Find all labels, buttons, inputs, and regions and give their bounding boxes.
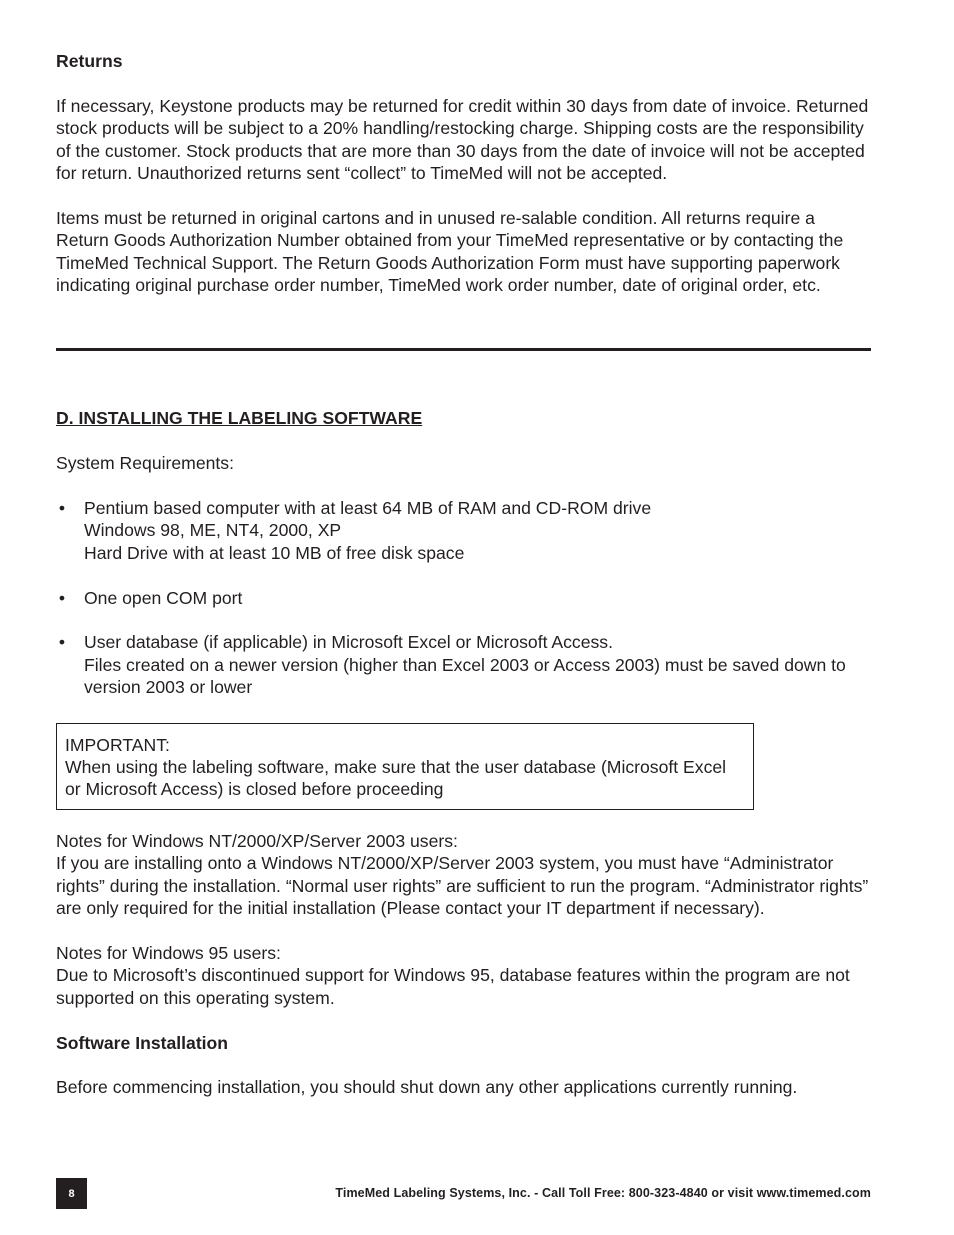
- returns-paragraph-2: Items must be returned in original cartons and in unused re-salable condition. All returns require a Return Goods Authorization Number obtained from your TimeMed representative or by contacting the TimeMed Technical Support. The Return Goods Authorization Form must have supporting paperwork indicating original purchase order number, TimeMed work order number, date of original order, etc.: [56, 207, 844, 296]
- footer-contact-text: TimeMed Labeling Systems, Inc. - Call Toll Free: 800-323-4840 or visit www.timemed.com: [335, 1186, 871, 1200]
- document-page: [56, 50, 871, 1099]
- returns-paragraph-1: If necessary, Keystone products may be returned for credit within 30 days from date of invoice. Returned stock products will be subject to a 20% handling/restocking charge. Shipping costs are the responsibility of the customer. Stock products that are more than 30 days from the date of invoice will not be accepted for return. Unauthorized returns sent “collect” to TimeMed will not be accepted.: [56, 95, 869, 184]
- list-item-line: Hard Drive with at least 10 MB of free disk space: [84, 542, 465, 563]
- returns-heading: Returns: [56, 51, 123, 71]
- section-title: D. INSTALLING THE LABELING SOFTWARE: [56, 408, 423, 429]
- nt-notes-text: If you are installing onto a Windows NT/2000/XP/Server 2003 system, you must have “Administrator rights” during the installation. “Normal user rights” are sufficient to run the program. “Administrator rights” are only required for the initial installation (Please contact your IT department if necessary).: [56, 853, 869, 919]
- w95-notes-label: Notes for Windows 95 users:: [56, 942, 281, 963]
- page-footer: [56, 1178, 871, 1209]
- list-item-line: Pentium based computer with at least 64 MB of RAM and CD-ROM drive: [84, 498, 652, 519]
- list-item-line: Files created on a newer version (higher than Excel 2003 or Access 2003) must be saved down to version 2003 or lower: [84, 654, 846, 698]
- list-item-line: User database (if applicable) in Microsoft Excel or Microsoft Access.: [84, 632, 613, 653]
- list-item-line: One open COM port: [84, 587, 243, 608]
- important-label: IMPORTANT:: [65, 734, 170, 755]
- software-installation-text: Before commencing installation, you should shut down any other applications currently running.: [56, 1077, 798, 1098]
- list-item: [56, 587, 871, 609]
- list-item: [56, 631, 871, 698]
- software-installation-heading: Software Installation: [56, 1032, 229, 1053]
- important-notice-box: [56, 723, 754, 810]
- w95-notes-text: Due to Microsoft’s discontinued support for Windows 95, database features within the program are not supported on this operating system.: [56, 965, 850, 1008]
- requirements-list: [56, 497, 871, 699]
- important-text: When using the labeling software, make sure that the user database (Microsoft Excel or Microsoft Access) is closed before proceeding: [65, 757, 727, 800]
- nt-notes-label: Notes for Windows NT/2000/XP/Server 2003 users:: [56, 830, 458, 851]
- bullet-icon: •: [58, 498, 66, 519]
- bullet-icon: •: [58, 587, 66, 608]
- list-item-line: Windows 98, ME, NT4, 2000, XP: [84, 520, 342, 541]
- page-number: 8: [56, 1178, 87, 1209]
- bullet-icon: •: [58, 632, 66, 653]
- list-item: [56, 497, 871, 564]
- requirements-label: System Requirements:: [56, 453, 234, 474]
